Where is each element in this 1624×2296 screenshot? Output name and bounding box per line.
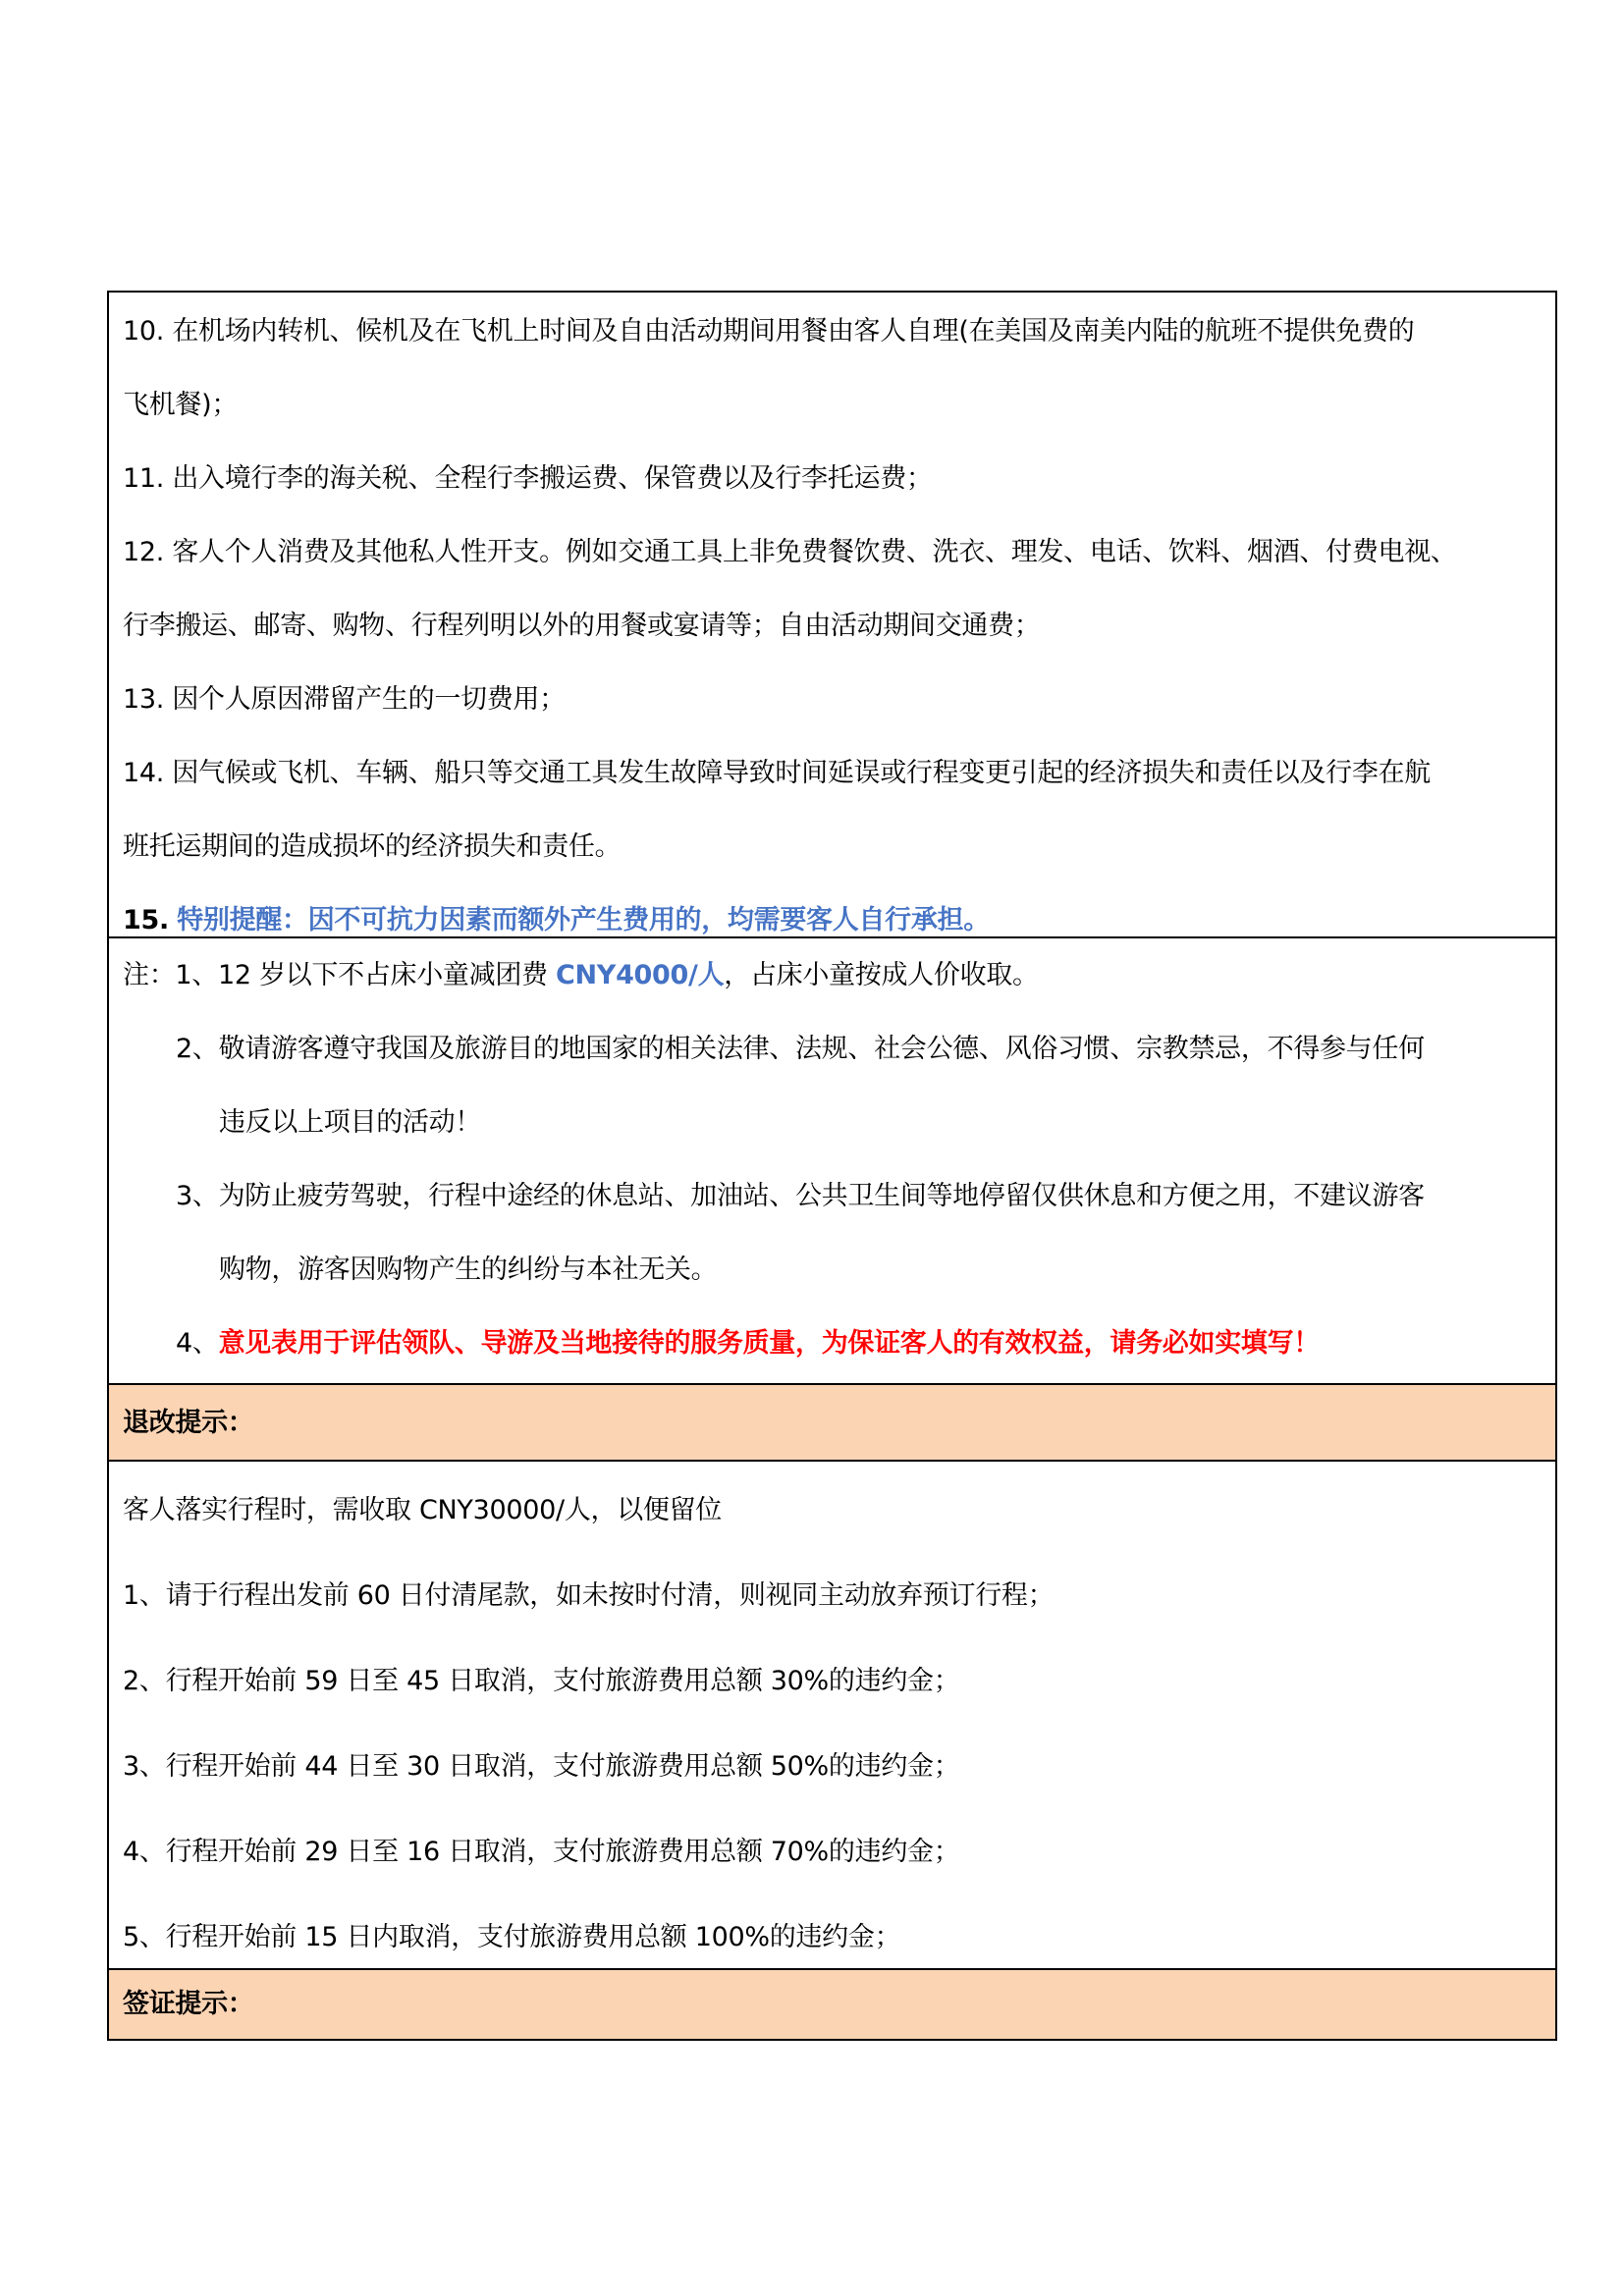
note-item-3-line2: 购物，游客因购物产生的纠纷与本社无关。 (219, 1255, 718, 1285)
note-item-4 (109, 1307, 1555, 1380)
expense-item-12-line1: 12. 客人个人消费及其他私人性开支。例如交通工具上非免费餐饮费、洗衣、理发、电话、饮料、烟酒、付费电视、 (123, 537, 1457, 567)
special-reminder-number: 15. (123, 905, 169, 935)
cancellation-item-1: 1、请于行程出发前 60 日付清尾款，如未按时付清，则视同主动放弃预订行程； (123, 1580, 1055, 1611)
note-4-warning: 意见表用于评估领队、导游及当地接待的服务质量，为保证客人的有效权益，请务必如实填写！ (218, 1328, 1320, 1359)
expense-item-13: 13. 因个人原因滞留产生的一切费用； (123, 684, 566, 715)
child-discount-amount: CNY4000/人 (556, 960, 725, 990)
notes-section (109, 938, 1555, 1385)
expense-item-14-line2: 班托运期间的造成损坏的经济损失和责任。 (123, 831, 622, 862)
expense-item-12-line2: 行李搬运、邮寄、购物、行程列明以外的用餐或宴请等；自由活动期间交通费； (123, 611, 1041, 641)
visa-header (109, 1970, 1555, 2039)
cancellation-item-3: 3、行程开始前 44 日至 30 日取消，支付旅游费用总额 50%的违约金； (123, 1751, 960, 1782)
special-reminder-text: 特别提醒：因不可抗力因素而额外产生费用的，均需要客人自行承担。 (177, 905, 990, 935)
expense-item-11: 11. 出入境行李的海关税、全程行李搬运费、保管费以及行李托运费； (123, 463, 933, 494)
expense-item-10-line2: 飞机餐)； (123, 390, 239, 420)
note-item-2-line2: 违反以上项目的活动！ (219, 1107, 481, 1138)
cancellation-item-5: 5、行程开始前 15 日内取消，支付旅游费用总额 100%的违约金； (123, 1922, 901, 1952)
note-1-prefix: 注：1、12 岁以下不占床小童减团费 (123, 960, 556, 990)
itinerary-terms-table (107, 291, 1557, 2041)
cancellation-policy-section (109, 1462, 1555, 1970)
expense-item-10-line1: 10. 在机场内转机、候机及在飞机上时间及自由活动期间用餐由客人自理(在美国及南美内陆的航班不提供免费的 (123, 316, 1415, 347)
note-item-2-line1: 2、敬请游客遵守我国及旅游目的地国家的相关法律、法规、社会公德、风俗习惯、宗教禁忌，不得参与任何 (176, 1034, 1425, 1064)
note-1-suffix: ，占床小童按成人价收取。 (724, 960, 1039, 990)
cancellation-header-title: 退改提示： (123, 1408, 254, 1438)
note-4-prefix: 4、 (176, 1328, 219, 1359)
cancellation-item-2: 2、行程开始前 59 日至 45 日取消，支付旅游费用总额 30%的违约金； (123, 1666, 960, 1696)
visa-header-title: 签证提示： (123, 1989, 254, 2019)
expense-item-14-line1: 14. 因气候或飞机、车辆、船只等交通工具发生故障导致时间延误或行程变更引起的经济损失和责任以及行李在航 (123, 758, 1431, 788)
cancellation-item-4: 4、行程开始前 29 日至 16 日取消，支付旅游费用总额 70%的违约金； (123, 1837, 960, 1867)
cancellation-header (109, 1385, 1555, 1462)
note-item-1 (109, 938, 1555, 1012)
excluded-expenses-section (109, 293, 1555, 938)
deposit-requirement: 客人落实行程时，需收取 CNY30000/人，以便留位 (123, 1495, 723, 1525)
note-item-3-line1: 3、为防止疲劳驾驶，行程中途经的休息站、加油站、公共卫生间等地停留仅供休息和方便之用，不建议游客 (176, 1181, 1425, 1211)
